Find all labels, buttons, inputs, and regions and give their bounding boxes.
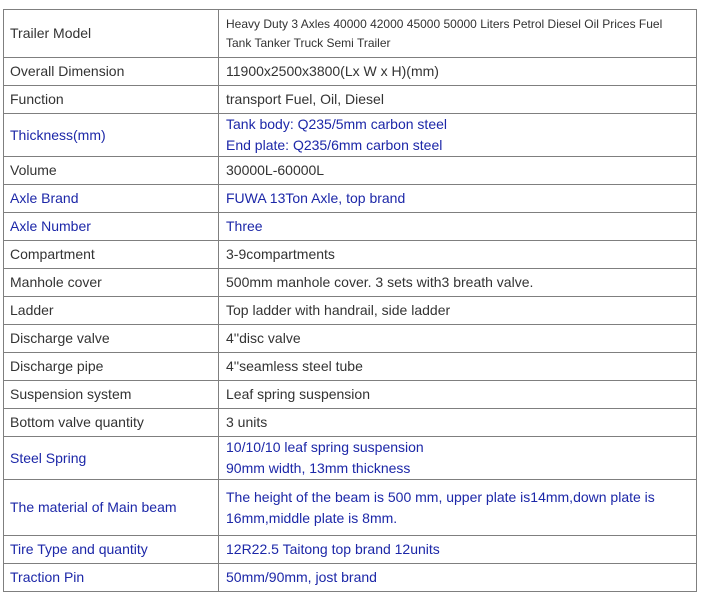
spec-label-cell: Trailer Model bbox=[4, 10, 219, 58]
spec-label-cell: Manhole cover bbox=[4, 269, 219, 297]
spec-label-cell: Function bbox=[4, 86, 219, 114]
spec-label-cell: Suspension system bbox=[4, 381, 219, 409]
table-row bbox=[4, 536, 697, 564]
spec-value-line: Tank body: Q235/5mm carbon steel bbox=[226, 116, 448, 132]
spec-label-cell: Discharge pipe bbox=[4, 353, 219, 381]
spec-value-cell bbox=[219, 86, 697, 114]
spec-value-line: FUWA 13Ton Axle, top brand bbox=[226, 190, 406, 206]
table-row bbox=[4, 564, 697, 592]
spec-label-cell: Steel Spring bbox=[4, 437, 219, 480]
spec-value-line: Leaf spring suspension bbox=[226, 386, 370, 402]
spec-value-cell bbox=[219, 381, 697, 409]
spec-label-cell: Bottom valve quantity bbox=[4, 409, 219, 437]
spec-value-line: Top ladder with handrail, side ladder bbox=[226, 302, 451, 318]
spec-label-cell: Axle Number bbox=[4, 213, 219, 241]
spec-value-cell bbox=[219, 213, 697, 241]
table-row bbox=[4, 480, 697, 536]
spec-label-cell: Volume bbox=[4, 157, 219, 185]
spec-value-line: Heavy Duty 3 Axles 40000 42000 45000 50000 Liters Petrol Diesel Oil Prices Fuel bbox=[226, 16, 663, 31]
spec-value-line: 11900x2500x3800(Lx W x H)(mm) bbox=[226, 63, 439, 79]
spec-label-cell: Ladder bbox=[4, 297, 219, 325]
spec-value-cell bbox=[219, 269, 697, 297]
table-row bbox=[4, 58, 697, 86]
spec-value-line: End plate: Q235/6mm carbon steel bbox=[226, 137, 443, 153]
spec-value-line: 4''seamless steel tube bbox=[226, 358, 363, 374]
spec-value-line: 50mm/90mm, jost brand bbox=[226, 569, 377, 585]
spec-value-cell bbox=[219, 353, 697, 381]
table-row bbox=[4, 381, 697, 409]
spec-value-cell bbox=[219, 437, 697, 480]
spec-label-cell: Traction Pin bbox=[4, 564, 219, 592]
table-row bbox=[4, 10, 697, 58]
spec-label-cell: Axle Brand bbox=[4, 185, 219, 213]
spec-value-line: Tank Tanker Truck Semi Trailer bbox=[226, 35, 391, 50]
spec-label-cell: Compartment bbox=[4, 241, 219, 269]
table-row bbox=[4, 269, 697, 297]
spec-value-line: 500mm manhole cover. 3 sets with3 breath valve. bbox=[226, 274, 534, 290]
table-row bbox=[4, 213, 697, 241]
table-row bbox=[4, 353, 697, 381]
table-row bbox=[4, 157, 697, 185]
spec-value-line: 12R22.5 Taitong top brand 12units bbox=[226, 541, 440, 557]
spec-value-line: 90mm width, 13mm thickness bbox=[226, 460, 411, 476]
spec-label-cell: Tire Type and quantity bbox=[4, 536, 219, 564]
spec-table bbox=[3, 9, 697, 592]
table-row bbox=[4, 325, 697, 353]
spec-value-line: transport Fuel, Oil, Diesel bbox=[226, 91, 384, 107]
table-row bbox=[4, 241, 697, 269]
spec-value-line: The height of the beam is 500 mm, upper plate is14mm,down plate is bbox=[226, 488, 655, 505]
spec-value-line: 3-9compartments bbox=[226, 246, 335, 262]
spec-value-cell bbox=[219, 297, 697, 325]
spec-value-line: 30000L-60000L bbox=[226, 162, 325, 178]
spec-value-line: 16mm,middle plate is 8mm. bbox=[226, 509, 398, 526]
spec-value-line: Three bbox=[226, 218, 263, 234]
table-row bbox=[4, 437, 697, 480]
spec-value-cell bbox=[219, 114, 697, 157]
spec-value-cell bbox=[219, 409, 697, 437]
spec-value-line: 3 units bbox=[226, 414, 268, 430]
spec-value-cell bbox=[219, 536, 697, 564]
spec-value-cell bbox=[219, 157, 697, 185]
table-row bbox=[4, 297, 697, 325]
table-row bbox=[4, 409, 697, 437]
spec-value-cell bbox=[219, 185, 697, 213]
spec-value-cell bbox=[219, 325, 697, 353]
table-row bbox=[4, 114, 697, 157]
spec-value-cell bbox=[219, 241, 697, 269]
spec-value-line: 10/10/10 leaf spring suspension bbox=[226, 439, 424, 455]
table-row bbox=[4, 86, 697, 114]
spec-value-line: 4''disc valve bbox=[226, 330, 301, 346]
spec-label-cell: Overall Dimension bbox=[4, 58, 219, 86]
spec-label-cell: Thickness(mm) bbox=[4, 114, 219, 157]
spec-label-cell: Discharge valve bbox=[4, 325, 219, 353]
spec-value-cell bbox=[219, 564, 697, 592]
spec-value-cell bbox=[219, 480, 697, 536]
spec-value-cell bbox=[219, 10, 697, 58]
spec-table-body bbox=[4, 10, 697, 592]
spec-value-cell bbox=[219, 58, 697, 86]
spec-label-cell: The material of Main beam bbox=[4, 480, 219, 536]
table-row bbox=[4, 185, 697, 213]
